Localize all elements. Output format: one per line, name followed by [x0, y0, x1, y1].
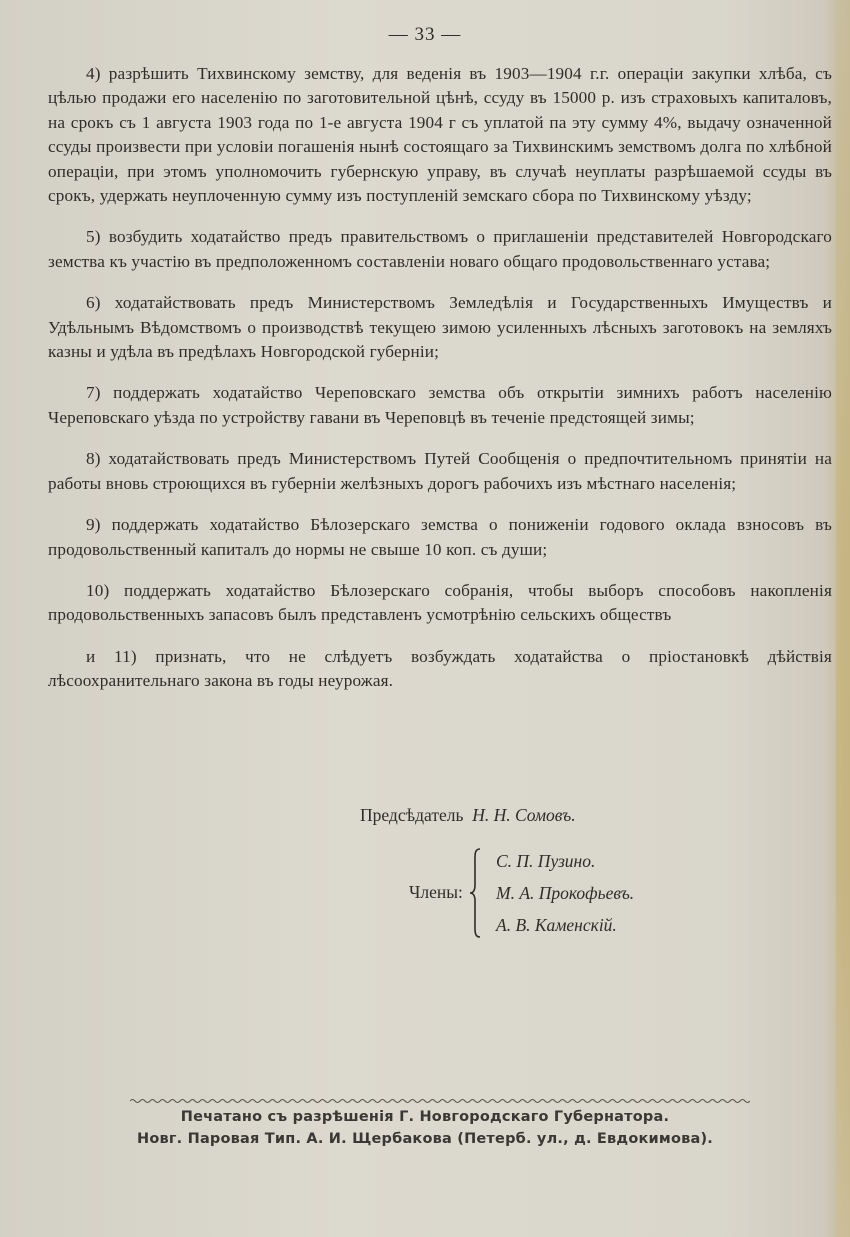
ornamental-divider — [130, 1098, 750, 1104]
page-number: — 33 — — [388, 24, 462, 45]
imprint-printer-line: Новг. Паровая Тип. А. И. Щербакова (Петерб. ул., д. Евдокимова). — [137, 1131, 713, 1147]
page-edge-stain — [836, 0, 850, 1237]
chairman-line — [360, 805, 576, 826]
members-label: Члены: — [409, 882, 463, 902]
member-name: С. П. Пузино. — [496, 851, 596, 871]
printer-imprint — [0, 1106, 850, 1150]
paragraph-item-9: 9) поддержать ходатайство Бѣлозерскаго земства о пониженіи годового оклада взносовъ въ продовольственный капиталъ до нормы не свыше 10 коп. съ души; — [48, 515, 832, 559]
chairman-title: Предсѣдатель — [360, 805, 464, 825]
paragraph-item-8: 8) ходатайствовать предъ Министерствомъ Путей Сообщенія о предпочтительномъ принятіи на работы вновь строющихся въ губерніи желѣзныхъ дорогъ рабочихъ изъ мѣстнаго населенія; — [48, 449, 832, 493]
paragraph-item-5: 5) возбудить ходатайство предъ правительствомъ о приглашеніи представителей Новгородскаго земства къ участію въ предположенномъ составленіи новаго общаго продовольственнаго устава; — [48, 227, 832, 271]
member-name: А. В. Каменскій. — [496, 915, 617, 935]
curly-brace-icon — [468, 847, 482, 939]
paragraph-item-4: 4) разрѣшить Тихвинскому земству, для веденія въ 1903—1904 г.г. операціи закупки хлѣба, съ цѣлью продажи его населенію по заготовительной цѣнѣ, ссуду въ 15000 р. изъ страховыхъ капиталовъ, на срокъ съ 1 августа 1903 года по 1-е августа 1904 г съ уплатой па эту сумму 4%, выдачу означенной ссуды произвести при условіи погашенія нынѣ состоящаго за Тихвинскимъ земствомъ долга по хлѣбной операціи, при этомъ уполномочить губернскую управу, въ случаѣ неуплаты разрѣшаемой ссуды въ срокъ, удержать неуплоченную сумму изъ поступленій земскаго сбора по Тихвинскому уѣзду; — [48, 64, 832, 206]
resolution-text — [48, 62, 832, 711]
paragraph-item-10: 10) поддержать ходатайство Бѣлозерскаго собранія, чтобы выборъ способовъ накопленія продовольственныхъ запасовъ былъ представленъ усмотрѣнію сельскихъ обществъ — [48, 580, 832, 625]
imprint-permission-line: Печатано съ разрѣшенія Г. Новгородскаго Губернатора. — [180, 1109, 670, 1125]
member-name: М. А. Прокофьевъ. — [496, 883, 635, 903]
paragraph-item-7: 7) поддержать ходатайство Череповскаго земства объ открытіи зимнихъ работъ населенію Череповскаго уѣзда по устройству гавани въ Череповцѣ въ теченіе предстоящей зимы; — [48, 383, 832, 427]
paragraph-item-11: и 11) признать, что не слѣдуетъ возбуждать ходатайства о пріостановкѣ дѣйствія лѣсоохранительнаго закона въ годы неурожая. — [48, 646, 832, 691]
chairman-name: Н. Н. Сомовъ. — [472, 805, 576, 825]
paragraph-item-6: 6) ходатайствовать предъ Министерствомъ Земледѣлія и Государственныхъ Имуществъ и Удѣльнымъ Вѣдомствомъ о производствѣ текущею зимою усиленныхъ лѣсныхъ заготовокъ на земляхъ казны и удѣла въ предѣлахъ Новгородской губерніи; — [48, 293, 832, 362]
